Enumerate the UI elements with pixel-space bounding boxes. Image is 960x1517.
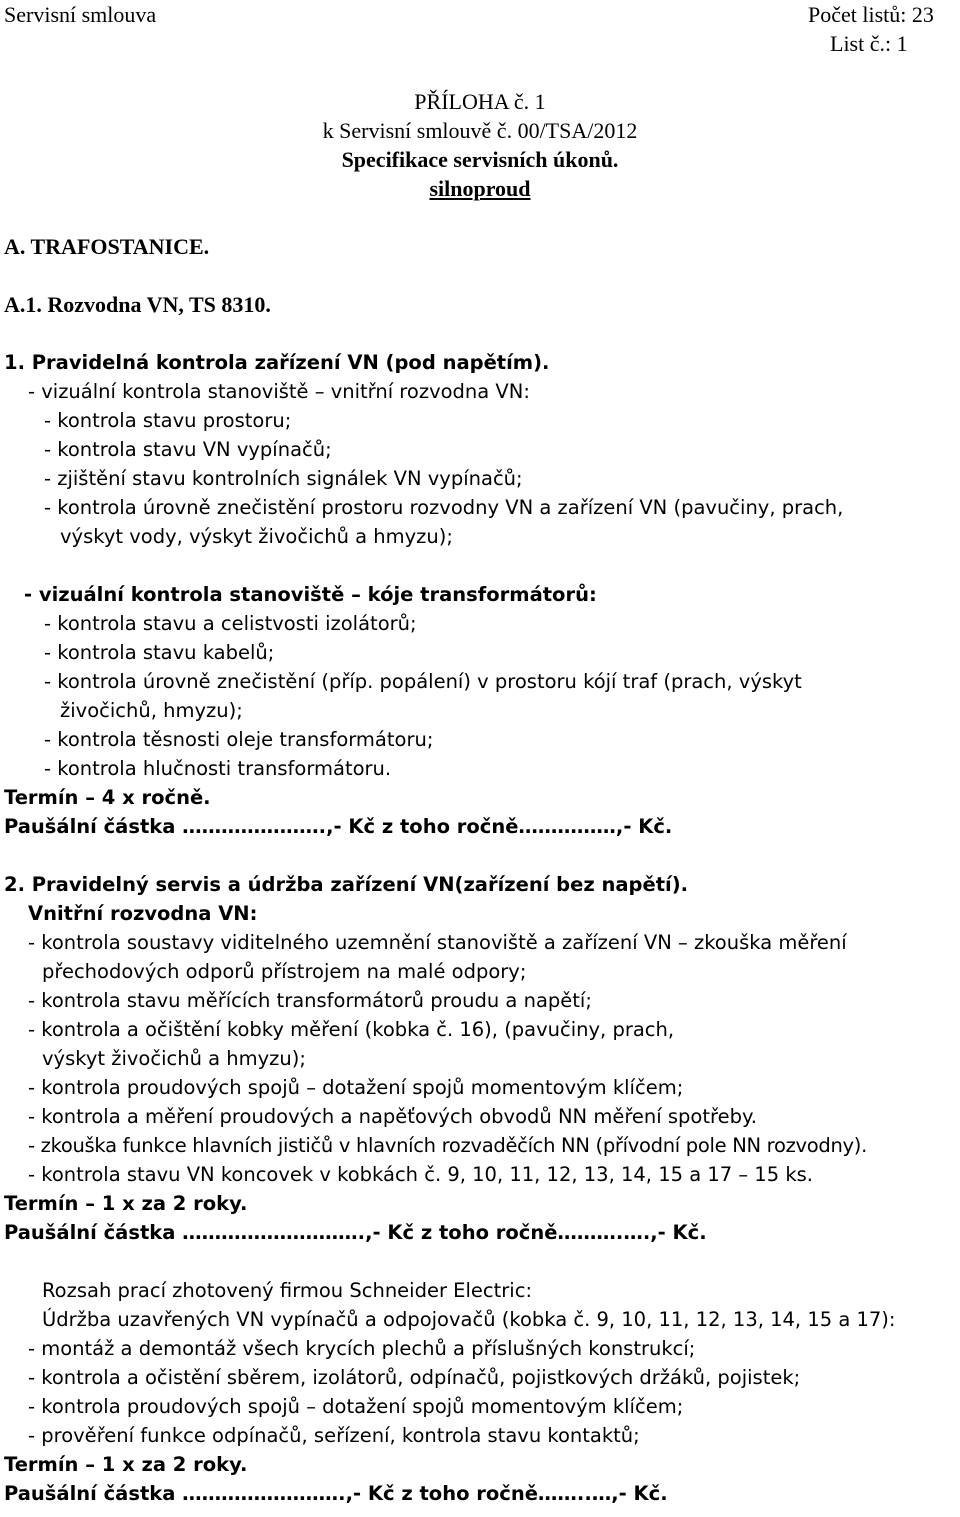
- page-count: Počet listů: 23: [808, 2, 934, 27]
- block1-intro: - vizuální kontrola stanoviště – vnitřní rozvodna VN:: [28, 380, 530, 403]
- list-item: - kontrola a měření proudových a napěťových obvodů NN měření spotřeby.: [28, 1105, 757, 1128]
- annex-subject: Specifikace servisních úkonů.: [341, 147, 619, 172]
- list-item: - kontrola úrovně znečistění (příp. popálení) v prostoru kójí traf (prach, výskyt: [44, 670, 802, 693]
- list-item: - kontrola a očistění sběrem, izolátorů, odpínačů, pojistkových držáků, pojistek;: [28, 1366, 801, 1389]
- list-item: - kontrola soustavy viditelného uzemnění stanoviště a zařízení VN – zkouška měření: [28, 931, 847, 954]
- annex-title: PŘÍLOHA č. 1: [414, 89, 546, 114]
- list-item: - montáž a demontáž všech krycích plechů a příslušných konstrukcí;: [28, 1337, 696, 1360]
- list-item: - prověření funkce odpínačů, seřízení, kontrola stavu kontaktů;: [28, 1424, 640, 1447]
- list-item: - kontrola stavu a celistvosti izolátorů;: [44, 612, 417, 635]
- list-item: výskyt vody, výskyt živočichů a hmyzu);: [60, 525, 453, 548]
- list-item: - zkouška funkce hlavních jističů v hlavních rozvaděčích NN (přívodní pole NN rozvodny).: [28, 1134, 867, 1157]
- section-heading: A. TRAFOSTANICE.: [4, 234, 210, 259]
- block2-heading: 2. Pravidelný servis a údržba zařízení VN(zařízení bez napětí).: [4, 873, 689, 896]
- block3-scope: Údržba uzavřených VN vypínačů a odpojovačů (kobka č. 9, 10, 11, 12, 13, 14, 15 a 17):: [42, 1308, 896, 1331]
- block3-fee: Paušální částka …………………….,- Kč z toho ročně……..…,- Kč.: [4, 1482, 668, 1505]
- list-item: - kontrola hlučnosti transformátoru.: [44, 757, 392, 780]
- block3-term: Termín – 1 x za 2 roky.: [4, 1453, 248, 1476]
- list-item: přechodových odporů přístrojem na malé odpory;: [42, 960, 527, 983]
- annex-category: silnoproud: [429, 176, 531, 201]
- block1-term: Termín – 4 x ročně.: [4, 786, 211, 809]
- list-item: - kontrola stavu VN koncovek v kobkách č. 9, 10, 11, 12, 13, 14, 15 a 17 – 15 ks.: [28, 1163, 813, 1186]
- list-item: - kontrola těsnosti oleje transformátoru;: [44, 728, 434, 751]
- page-number: List č.: 1: [830, 31, 908, 56]
- block1-heading: 1. Pravidelná kontrola zařízení VN (pod napětím).: [4, 351, 550, 374]
- block2-term: Termín – 1 x za 2 roky.: [4, 1192, 248, 1215]
- list-item: - kontrola proudových spojů – dotažení spojů momentovým klíčem;: [28, 1076, 684, 1099]
- annex-reference: k Servisní smlouvě č. 00/TSA/2012: [322, 118, 638, 143]
- list-item: - kontrola stavu prostoru;: [44, 409, 292, 432]
- block3-intro: Rozsah prací zhotovený firmou Schneider Electric:: [42, 1279, 533, 1302]
- list-item: - kontrola stavu kabelů;: [44, 641, 275, 664]
- subsection-heading: A.1. Rozvodna VN, TS 8310.: [4, 292, 271, 317]
- list-item: - zjištění stavu kontrolních signálek VN vypínačů;: [44, 467, 523, 490]
- list-item: - kontrola a očištění kobky měření (kobka č. 16), (pavučiny, prach,: [28, 1018, 675, 1041]
- block1-fee: Paušální částka ………………….,- Kč z toho ročně……………,- Kč.: [4, 815, 673, 838]
- list-item: - kontrola stavu VN vypínačů;: [44, 438, 332, 461]
- block2-subheading: Vnitřní rozvodna VN:: [28, 902, 258, 925]
- list-item: živočichů, hmyzu);: [60, 699, 243, 722]
- list-item: výskyt živočichů a hmyzu);: [42, 1047, 306, 1070]
- list-item: - kontrola úrovně znečistění prostoru rozvodny VN a zařízení VN (pavučiny, prach,: [44, 496, 844, 519]
- list-item: - kontrola proudových spojů – dotažení spojů momentovým klíčem;: [28, 1395, 684, 1418]
- block2-fee: Paušální částka ……………………….,- Kč z toho ročně……….….,- Kč.: [4, 1221, 707, 1244]
- list-item: - kontrola stavu měřících transformátorů proudu a napětí;: [28, 989, 592, 1012]
- document-header-title: Servisní smlouva: [4, 2, 157, 27]
- block1-intro2: - vizuální kontrola stanoviště – kóje transformátorů:: [24, 583, 597, 606]
